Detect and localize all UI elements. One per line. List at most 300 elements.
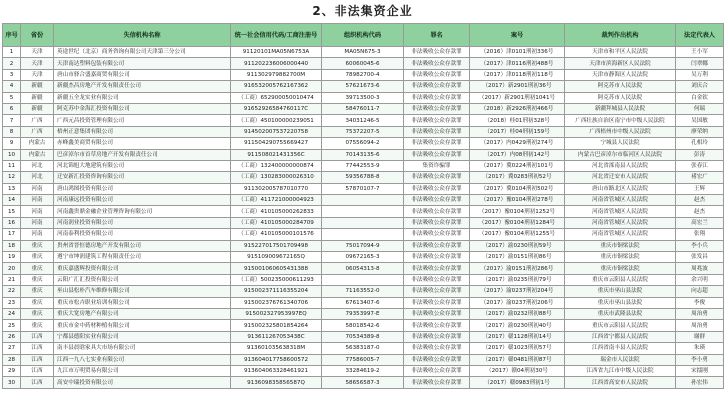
cell-legal-rep[interactable]: 周兆波	[676, 263, 724, 274]
header-charge[interactable]: 罪名	[404, 24, 470, 47]
cell-case-number[interactable]: （2016）津0101刑初336号	[470, 47, 565, 58]
cell-province[interactable]: 广西	[21, 126, 54, 137]
cell-legal-rep[interactable]: 何瑞	[676, 103, 724, 114]
cell-entity-name[interactable]: 赤峰鑫美商贸有限公司	[54, 138, 231, 149]
cell-entity-name[interactable]: 河北锦旭大地建筑有限公司	[54, 160, 231, 171]
cell-legal-rep[interactable]: 李小勇	[676, 354, 724, 365]
cell-org-code[interactable]: 67613407-6	[322, 297, 404, 308]
cell-index[interactable]: 11	[3, 160, 21, 171]
cell-entity-name[interactable]: 九江市万明贸易有限公司	[54, 365, 231, 376]
cell-credit-code[interactable]: 915002371116355204	[231, 286, 322, 297]
cell-legal-rep[interactable]: 廖荣纳	[676, 126, 724, 137]
cell-org-code[interactable]: 07556094-2	[322, 138, 404, 149]
cell-charge[interactable]: 非法吸收公众存款罪	[404, 217, 470, 228]
cell-case-number[interactable]: （2017）冀0104刑初502号	[470, 183, 565, 194]
cell-charge[interactable]: 非法吸收公众存款罪	[404, 331, 470, 342]
cell-province[interactable]: 河南	[21, 217, 54, 228]
cell-index[interactable]: 18	[3, 240, 21, 251]
table-row[interactable]	[3, 160, 724, 171]
cell-court[interactable]: 天津市滨海新区人民法院	[565, 58, 676, 69]
cell-case-number[interactable]: （2017）渝0235刑初79号	[470, 274, 565, 285]
cell-legal-rep[interactable]: 彭涛	[676, 149, 724, 160]
table-row[interactable]	[3, 126, 724, 137]
cell-court[interactable]: 重庆市巫山县法院	[565, 297, 676, 308]
cell-entity-name[interactable]: 河南润业投资有限公司	[54, 217, 231, 228]
cell-entity-name[interactable]: 天津南达塑料包装有限公司	[54, 58, 231, 69]
table-row[interactable]	[3, 103, 724, 114]
cell-province[interactable]: 天津	[21, 47, 54, 58]
cell-legal-rep[interactable]: 谢群	[676, 331, 724, 342]
cell-index[interactable]: 9	[3, 138, 21, 149]
cell-charge[interactable]: 非法吸收公众存款罪	[404, 149, 470, 160]
cell-charge[interactable]: 非法吸收公众存款罪	[404, 47, 470, 58]
cell-case-number[interactable]: （2017）津0118刑初118号	[470, 69, 565, 80]
cell-charge[interactable]: 非法吸收公众存款罪	[404, 58, 470, 69]
cell-charge[interactable]: 非法吸收公众存款罪	[404, 195, 470, 206]
cell-entity-name[interactable]: 阿克苏中金海汇投资有限公司	[54, 103, 231, 114]
cell-index[interactable]: 17	[3, 229, 21, 240]
cell-index[interactable]: 16	[3, 217, 21, 228]
cell-court[interactable]: 重庆市武隆县法院	[565, 308, 676, 319]
cell-legal-rep[interactable]: 赵杰	[676, 195, 724, 206]
cell-org-code[interactable]: 57621673-6	[322, 81, 404, 92]
cell-entity-name[interactable]: 重庆嘉盛辉投资有限公司	[54, 263, 231, 274]
table-row[interactable]	[3, 320, 724, 331]
cell-credit-code[interactable]: 915002327953997EQ	[231, 308, 322, 319]
cell-court[interactable]: 阿克苏市人民法院	[565, 92, 676, 103]
cell-org-code[interactable]: 33284619-2	[322, 365, 404, 376]
cell-charge[interactable]: 非法吸收公众存款罪	[404, 263, 470, 274]
cell-case-number[interactable]: （2017）豫0104刑初278号	[470, 195, 565, 206]
cell-case-number[interactable]: （2018）桂01刑初328号	[470, 115, 565, 126]
table-row[interactable]	[3, 354, 724, 365]
cell-legal-rep[interactable]: 宋擂刚	[676, 365, 724, 376]
cell-province[interactable]: 重庆	[21, 320, 54, 331]
cell-credit-code[interactable]: （工商）411721000004923	[231, 195, 322, 206]
cell-court[interactable]: 重庆市铜梁法院	[565, 240, 676, 251]
cell-case-number[interactable]: （2017）桂04刑初159号	[470, 126, 565, 137]
cell-org-code[interactable]: 59356788-8	[322, 172, 404, 183]
cell-legal-rep[interactable]: 向志超	[676, 286, 724, 297]
cell-credit-code[interactable]: 915002376761340706	[231, 297, 322, 308]
cell-org-code[interactable]: 58656587-3	[322, 377, 404, 388]
table-row[interactable]	[3, 206, 724, 217]
cell-entity-name[interactable]: 云阳广汇汇投资有限公司	[54, 274, 231, 285]
cell-credit-code[interactable]: 911302005787010770	[231, 183, 322, 194]
header-case-number[interactable]: 案号	[470, 24, 565, 47]
cell-legal-rep[interactable]: 王辉	[676, 183, 724, 194]
cell-index[interactable]: 25	[3, 320, 21, 331]
cell-court[interactable]: 内蒙古巴彦淖尔市临河区人民法院	[565, 149, 676, 160]
table-row[interactable]	[3, 149, 724, 160]
table-row[interactable]	[3, 252, 724, 263]
cell-court[interactable]: 河南省管城区人民法院	[565, 206, 676, 217]
cell-case-number[interactable]: （2017）赣1023刑初57号	[470, 343, 565, 354]
cell-legal-rep[interactable]: 孙宏伟	[676, 377, 724, 388]
cell-index[interactable]: 7	[3, 115, 21, 126]
cell-entity-name[interactable]: 南丰县晨晗家具大市场有限公司	[54, 343, 231, 354]
cell-org-code[interactable]	[322, 229, 404, 240]
cell-credit-code[interactable]: 913601035638318M	[231, 343, 322, 354]
cell-org-code[interactable]: 09672165-3	[322, 252, 404, 263]
cell-credit-code[interactable]: 913609835856587Q	[231, 377, 322, 388]
cell-index[interactable]: 6	[3, 103, 21, 114]
cell-court[interactable]: 河南省管城区人民法院	[565, 229, 676, 240]
cell-legal-rep[interactable]: 王小军	[676, 47, 724, 58]
cell-org-code[interactable]: 75017094-9	[322, 240, 404, 251]
cell-org-code[interactable]: 78982700-4	[322, 69, 404, 80]
cell-case-number[interactable]: （2017）赣0983刑初1号	[470, 377, 565, 388]
cell-credit-code[interactable]: 913604017758600572	[231, 354, 322, 365]
cell-province[interactable]: 重庆	[21, 252, 54, 263]
cell-legal-rep[interactable]: 周治勇	[676, 308, 724, 319]
cell-charge[interactable]: 非法吸收公众存款罪	[404, 172, 470, 183]
cell-charge[interactable]: 集资诈骗罪	[404, 160, 470, 171]
cell-credit-code[interactable]: 91120101MA05N6753A	[231, 47, 322, 58]
table-row[interactable]	[3, 217, 724, 228]
cell-legal-rep[interactable]: 张发昌	[676, 252, 724, 263]
cell-case-number[interactable]: （2017）赣0481刑初87号	[470, 354, 565, 365]
cell-entity-name[interactable]: 江西一九八七实业有限公司	[54, 354, 231, 365]
table-row[interactable]	[3, 331, 724, 342]
cell-index[interactable]: 2	[3, 58, 21, 69]
cell-org-code[interactable]: 39713500-3	[322, 92, 404, 103]
table-row[interactable]	[3, 263, 724, 274]
cell-province[interactable]: 重庆	[21, 297, 54, 308]
cell-index[interactable]: 3	[3, 69, 21, 80]
cell-entity-name[interactable]: 河南泰利投资有限公司	[54, 229, 231, 240]
cell-credit-code[interactable]: （工商）500235000611293	[231, 274, 322, 285]
cell-org-code[interactable]: 77442553-9	[322, 160, 404, 171]
header-entity-name[interactable]: 失信机构名称	[54, 24, 231, 47]
cell-case-number[interactable]: （2017）冀0224刑初101号	[470, 160, 565, 171]
cell-charge[interactable]: 非法吸收公众存款罪	[404, 274, 470, 285]
table-row[interactable]	[3, 81, 724, 92]
cell-credit-code[interactable]: 911302979882700M	[231, 69, 322, 80]
cell-charge[interactable]: 非法吸收公众存款罪	[404, 240, 470, 251]
cell-org-code[interactable]: 58476011-7	[322, 103, 404, 114]
cell-court[interactable]: 天津市和平区人民法院	[565, 47, 676, 58]
cell-charge[interactable]: 非法吸收公众存款罪	[404, 343, 470, 354]
cell-legal-rep[interactable]: 吴万利	[676, 69, 724, 80]
cell-province[interactable]: 河南	[21, 195, 54, 206]
cell-org-code[interactable]: 58018542-6	[322, 320, 404, 331]
cell-entity-name[interactable]: 巴彦淖尔市首草房地产开发有限责任公司	[54, 149, 231, 160]
cell-court[interactable]: 重庆市云阳县人民法院	[565, 274, 676, 285]
cell-credit-code[interactable]: 915002325801854264	[231, 320, 322, 331]
cell-legal-rep[interactable]: 李小兵	[676, 240, 724, 251]
cell-entity-name[interactable]: 重庆市松卉职业培训有限公司	[54, 297, 231, 308]
cell-court[interactable]: 广西壮族自治区南宁市中级人民法院	[565, 115, 676, 126]
cell-org-code[interactable]: 34031246-5	[322, 115, 404, 126]
cell-province[interactable]: 天津	[21, 58, 54, 69]
cell-legal-rep[interactable]: 李俊	[676, 297, 724, 308]
cell-province[interactable]: 河南	[21, 206, 54, 217]
cell-case-number[interactable]: （2017）新2901刑初1041号	[470, 92, 565, 103]
table-row[interactable]	[3, 274, 724, 285]
cell-province[interactable]: 内蒙古	[21, 149, 54, 160]
cell-entity-name[interactable]: 迁安新汇投资咨询有限公司	[54, 172, 231, 183]
cell-legal-rep[interactable]: 褚宏广	[676, 172, 724, 183]
cell-province[interactable]: 新疆	[21, 81, 54, 92]
header-credit-code[interactable]: 统一社会信用代码/工商注册号	[231, 24, 322, 47]
cell-court[interactable]: 广西梧州市中级人民法院	[565, 126, 676, 137]
cell-index[interactable]: 15	[3, 206, 21, 217]
cell-province[interactable]: 重庆	[21, 274, 54, 285]
cell-case-number[interactable]: （2017）渝0230刑初59号	[470, 240, 565, 251]
cell-index[interactable]: 5	[3, 92, 21, 103]
cell-court[interactable]: 重庆市巫山县法院	[565, 286, 676, 297]
cell-legal-rep[interactable]: 余兴明	[676, 274, 724, 285]
cell-case-number[interactable]: （2017）赣1128刑初14号	[470, 331, 565, 342]
cell-charge[interactable]: 非法吸收公众存款罪	[404, 320, 470, 331]
cell-index[interactable]: 27	[3, 343, 21, 354]
table-row[interactable]	[3, 365, 724, 376]
cell-legal-rep[interactable]: 周治勇	[676, 320, 724, 331]
table-row[interactable]	[3, 240, 724, 251]
cell-org-code[interactable]: 56383187-0	[322, 343, 404, 354]
cell-entity-name[interactable]: 唐山鸿图投资有限公司	[54, 183, 231, 194]
cell-org-code[interactable]	[322, 195, 404, 206]
cell-entity-name[interactable]: 英途世纪（北京）商务咨询有限公司天津第三分公司	[54, 47, 231, 58]
cell-entity-name[interactable]: 唐山市驿合盛嘉商贸有限公司	[54, 69, 231, 80]
cell-entity-name[interactable]: 宁都县德阳实业有限公司	[54, 331, 231, 342]
cell-court[interactable]: 河北省滦南县人民法院	[565, 160, 676, 171]
table-row[interactable]	[3, 115, 724, 126]
cell-index[interactable]: 30	[3, 377, 21, 388]
cell-entity-name[interactable]: 遵宁市坤润建筑工程有限责任公司	[54, 252, 231, 263]
cell-case-number[interactable]: （2017）冀0283刑初52号	[470, 172, 565, 183]
cell-case-number[interactable]: （2017）新2901刑初36号	[470, 81, 565, 92]
table-row[interactable]	[3, 229, 724, 240]
table-row[interactable]	[3, 47, 724, 58]
cell-legal-rep[interactable]: 闫翠娜	[676, 58, 724, 69]
table-row[interactable]	[3, 286, 724, 297]
table-row[interactable]	[3, 377, 724, 388]
cell-credit-code[interactable]: 911202236006000440	[231, 58, 322, 69]
cell-province[interactable]: 江西	[21, 365, 54, 376]
cell-charge[interactable]: 非法吸收公众存款罪	[404, 297, 470, 308]
cell-charge[interactable]: 非法吸收公众存款罪	[404, 138, 470, 149]
cell-org-code[interactable]: MA05N675-3	[322, 47, 404, 58]
cell-org-code[interactable]: 70534389-8	[322, 331, 404, 342]
cell-charge[interactable]: 非法吸收公众存款罪	[404, 354, 470, 365]
cell-case-number[interactable]: （2017）渝0151刑初86号	[470, 252, 565, 263]
cell-legal-rep[interactable]: 孔相玲	[676, 138, 724, 149]
cell-province[interactable]: 江西	[21, 343, 54, 354]
cell-charge[interactable]: 非法吸收公众存款罪	[404, 365, 470, 376]
table-row[interactable]	[3, 195, 724, 206]
cell-org-code[interactable]	[322, 217, 404, 228]
cell-charge[interactable]: 非法吸收公众存款罪	[404, 69, 470, 80]
cell-credit-code[interactable]: （工商）652900050010474	[231, 92, 322, 103]
cell-credit-code[interactable]: （工商）130283000026310	[231, 172, 322, 183]
cell-charge[interactable]: 非法吸收公众存款罪	[404, 206, 470, 217]
table-row[interactable]	[3, 92, 724, 103]
cell-org-code[interactable]: 57870107-7	[322, 183, 404, 194]
header-court[interactable]: 裁判作出机构	[565, 24, 676, 47]
cell-court[interactable]: 宁城县人民法院	[565, 138, 676, 149]
cell-index[interactable]: 19	[3, 252, 21, 263]
cell-province[interactable]: 重庆	[21, 308, 54, 319]
cell-court[interactable]: 重庆市铜梁法院	[565, 252, 676, 263]
cell-index[interactable]: 26	[3, 331, 21, 342]
cell-entity-name[interactable]: 广西元昌投资管理有限公司	[54, 115, 231, 126]
cell-court[interactable]: 河北省迁安市人民法院	[565, 172, 676, 183]
cell-credit-code[interactable]: 916532005762167362	[231, 81, 322, 92]
cell-province[interactable]: 重庆	[21, 286, 54, 297]
cell-index[interactable]: 29	[3, 365, 21, 376]
cell-index[interactable]: 4	[3, 81, 21, 92]
cell-index[interactable]: 12	[3, 172, 21, 183]
cell-case-number[interactable]: （2017）豫0104刑初1284号	[470, 217, 565, 228]
table-row[interactable]	[3, 308, 724, 319]
header-legal-rep[interactable]: 法定代表人	[676, 24, 724, 47]
cell-province[interactable]: 江西	[21, 377, 54, 388]
cell-credit-code[interactable]: 915001060605431388	[231, 263, 322, 274]
cell-index[interactable]: 28	[3, 354, 21, 365]
cell-credit-code[interactable]: 915109009672165Q	[231, 252, 322, 263]
cell-charge[interactable]: 非法吸收公众存款罪	[404, 183, 470, 194]
cell-org-code[interactable]	[322, 206, 404, 217]
table-row[interactable]	[3, 69, 724, 80]
cell-case-number[interactable]: （2017）豫0104刑初1255号	[470, 229, 565, 240]
cell-court[interactable]: 阿克苏市人民法院	[565, 81, 676, 92]
cell-legal-rep[interactable]: 张翔	[676, 229, 724, 240]
cell-entity-name[interactable]: 河南鑫贵鼎金融企业管理咨询有限公司	[54, 206, 231, 217]
cell-court[interactable]: 新疆拜城县人民法院	[565, 103, 676, 114]
table-row[interactable]	[3, 183, 724, 194]
cell-entity-name[interactable]: 重庆市金中药材种植有限公司	[54, 320, 231, 331]
cell-legal-rep[interactable]: 白金钦	[676, 92, 724, 103]
cell-legal-rep[interactable]: 高宏兰	[676, 217, 724, 228]
cell-org-code[interactable]: 70143135-6	[322, 149, 404, 160]
cell-province[interactable]: 河北	[21, 160, 54, 171]
cell-legal-rep[interactable]: 朱瑛	[676, 343, 724, 354]
cell-legal-rep[interactable]: 张春江	[676, 160, 724, 171]
cell-charge[interactable]: 非法吸收公众存款罪	[404, 126, 470, 137]
cell-province[interactable]: 新疆	[21, 103, 54, 114]
cell-entity-name[interactable]: 高安中瑞投资有限公司	[54, 377, 231, 388]
cell-province[interactable]: 江西	[21, 331, 54, 342]
cell-entity-name[interactable]: 巫山县松朴汽车维修有限公司	[54, 286, 231, 297]
cell-index[interactable]: 20	[3, 263, 21, 274]
cell-court[interactable]: 重庆市云阳县人民法院	[565, 320, 676, 331]
cell-index[interactable]: 8	[3, 126, 21, 137]
cell-credit-code[interactable]: 91652926584760117C	[231, 103, 322, 114]
cell-charge[interactable]: 非法吸收公众存款罪	[404, 252, 470, 263]
cell-province[interactable]: 重庆	[21, 240, 54, 251]
cell-index[interactable]: 21	[3, 274, 21, 285]
cell-index[interactable]: 14	[3, 195, 21, 206]
cell-credit-code[interactable]: （工商）450100000239051	[231, 115, 322, 126]
cell-credit-code[interactable]: （工商）410105000262833	[231, 206, 322, 217]
cell-court[interactable]: 唐山市路北区人民法院	[565, 183, 676, 194]
cell-case-number[interactable]: （2017）渝0237刑初206号	[470, 297, 565, 308]
cell-index[interactable]: 23	[3, 297, 21, 308]
table-row[interactable]	[3, 343, 724, 354]
table-row[interactable]	[3, 297, 724, 308]
cell-org-code[interactable]: 79353997-E	[322, 308, 404, 319]
cell-province[interactable]: 新疆	[21, 92, 54, 103]
cell-legal-rep[interactable]: 赵杰	[676, 206, 724, 217]
header-index[interactable]: 序号	[3, 24, 21, 47]
table-row[interactable]	[3, 138, 724, 149]
cell-charge[interactable]: 非法吸收公众存款罪	[404, 377, 470, 388]
cell-charge[interactable]: 非法吸收公众存款罪	[404, 308, 470, 319]
cell-org-code[interactable]	[322, 274, 404, 285]
cell-court[interactable]: 瑞金市人民法院	[565, 354, 676, 365]
cell-charge[interactable]: 非法吸收公众存款罪	[404, 92, 470, 103]
cell-entity-name[interactable]: 新疆杰昌房地产开发有限责任公司	[54, 81, 231, 92]
cell-court[interactable]: 重庆市铜梁法院	[565, 263, 676, 274]
cell-entity-name[interactable]: 重庆大宽房地产有限公司	[54, 308, 231, 319]
cell-court[interactable]: 江西省南丰县人民法院	[565, 343, 676, 354]
cell-case-number[interactable]: （2017）渝0230刑初40号	[470, 320, 565, 331]
cell-case-number[interactable]: （2017）渝0237刑初204号	[470, 286, 565, 297]
cell-credit-code[interactable]: 913604063328461921	[231, 365, 322, 376]
cell-case-number[interactable]: （2017）内0429刑初274号	[470, 138, 565, 149]
cell-credit-code[interactable]: （工商）410105000284709	[231, 217, 322, 228]
cell-case-number[interactable]: （2017）渝0232刑初88号	[470, 308, 565, 319]
cell-legal-rep[interactable]: 刘庆合	[676, 81, 724, 92]
cell-org-code[interactable]: 77586005-7	[322, 354, 404, 365]
cell-entity-name[interactable]: 梧州正意集团有限公司	[54, 126, 231, 137]
cell-province[interactable]: 广西	[21, 115, 54, 126]
cell-province[interactable]: 河北	[21, 172, 54, 183]
cell-credit-code[interactable]: （工商）410105000101576	[231, 229, 322, 240]
cell-province[interactable]: 内蒙古	[21, 138, 54, 149]
cell-charge[interactable]: 非法吸收公众存款罪	[404, 229, 470, 240]
cell-charge[interactable]: 非法吸收公众存款罪	[404, 286, 470, 297]
cell-province[interactable]: 重庆	[21, 263, 54, 274]
cell-case-number[interactable]: （2017）渝0151刑初286号	[470, 263, 565, 274]
cell-credit-code[interactable]: 915227017501709498	[231, 240, 322, 251]
cell-court[interactable]: 江西省宁都县人民法院	[565, 331, 676, 342]
cell-entity-name[interactable]: 贵州省晋恒德房地产开发有限公司	[54, 240, 231, 251]
cell-index[interactable]: 24	[3, 308, 21, 319]
cell-entity-name[interactable]: 河南康远投资有限公司	[54, 195, 231, 206]
cell-charge[interactable]: 非法吸收公众存款罪	[404, 103, 470, 114]
cell-charge[interactable]: 非法吸收公众存款罪	[404, 81, 470, 92]
cell-case-number[interactable]: （2017）内08刑初142号	[470, 149, 565, 160]
cell-case-number[interactable]: （2017）津0116刑初488号	[470, 58, 565, 69]
cell-org-code[interactable]: 75372207-5	[322, 126, 404, 137]
cell-court[interactable]: 天津市静海区人民法院	[565, 69, 676, 80]
cell-legal-rep[interactable]: 吴国敏	[676, 115, 724, 126]
cell-court[interactable]: 江西省九江市中级人民法院	[565, 365, 676, 376]
cell-org-code[interactable]: 06054313-8	[322, 263, 404, 274]
cell-index[interactable]: 1	[3, 47, 21, 58]
cell-index[interactable]: 10	[3, 149, 21, 160]
header-province[interactable]: 省份	[21, 24, 54, 47]
cell-org-code[interactable]: 71163552-0	[322, 286, 404, 297]
cell-case-number[interactable]: （2017）豫0104刑初1252号	[470, 206, 565, 217]
cell-case-number[interactable]: （2017）赣04刑初30号	[470, 365, 565, 376]
header-org-code[interactable]: 组织机构代码	[322, 24, 404, 47]
cell-org-code[interactable]: 60060045-6	[322, 58, 404, 69]
cell-credit-code[interactable]: （工商）132400000000874	[231, 160, 322, 171]
cell-province[interactable]: 河南	[21, 229, 54, 240]
cell-credit-code[interactable]: 911504290755669427	[231, 138, 322, 149]
cell-index[interactable]: 13	[3, 183, 21, 194]
cell-credit-code[interactable]: 911508021431356C	[231, 149, 322, 160]
cell-court[interactable]: 河南省管城区人民法院	[565, 217, 676, 228]
cell-credit-code[interactable]: 913611267053438C	[231, 331, 322, 342]
cell-entity-name[interactable]: 新疆五全龙实业有限公司	[54, 92, 231, 103]
cell-charge[interactable]: 非法吸收公众存款罪	[404, 115, 470, 126]
cell-province[interactable]: 江西	[21, 354, 54, 365]
